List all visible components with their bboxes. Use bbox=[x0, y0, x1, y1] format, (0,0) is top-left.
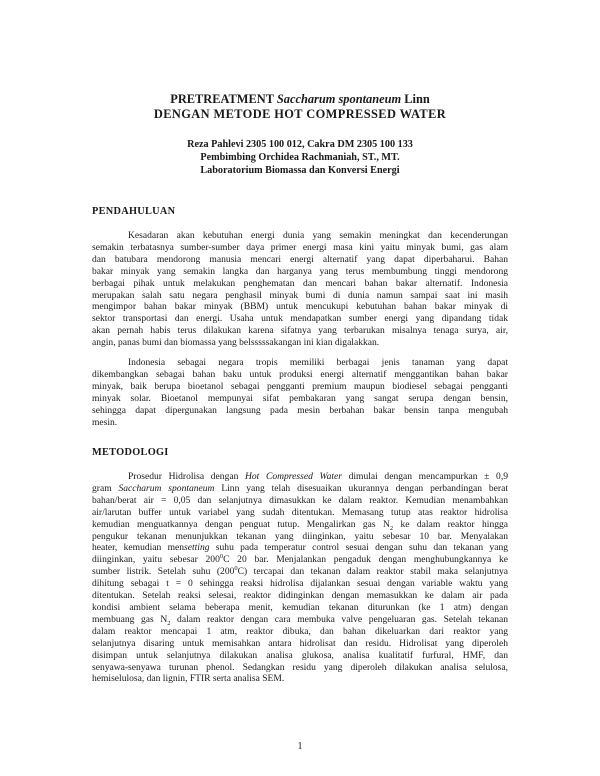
text-line: ditentukan. Setelah reaksi selesai, reaktor didinginkan dengan memasukkan ke dalam air pada bbox=[92, 590, 508, 602]
text-line: minyak, baik berupa bioetanol sebagai pengganti premium maupun biodiesel sebagai pengganti bbox=[92, 380, 508, 392]
title-species: Saccharum spontaneum bbox=[276, 92, 402, 106]
paper-title bbox=[92, 92, 508, 122]
text-line: Indonesia sebagai negara tropis memiliki berbagai jenis tanaman yang dapat bbox=[128, 357, 508, 368]
text-line: merupakan salah satu negara penghasil minyak bumi di dunia namun sampai saat ini masih bbox=[92, 289, 508, 301]
text-line: senyawa-senyawa turunan phenol. Sedangkan residu yang diperoleh dilakukan analisa selulosa, bbox=[92, 661, 508, 673]
text-line: heater, kemudian mensetting suhu pada temperatur control sesuai dengan suhu dan tekanan yang bbox=[92, 542, 508, 554]
laboratory: Laboratorium Biomassa dan Konversi Energi bbox=[200, 165, 400, 176]
text-line: Prosedur Hidrolisa dengan Hot Compressed Water dimulai dengan mencampurkan ± 0,9 bbox=[128, 471, 508, 482]
text-line: sektor transportasi dan energi. Usaha untuk mendapatkan sumber energi yang dipandang tidak bbox=[92, 313, 508, 325]
text-line: pengukur tekanan menunjukkan tekanan yang diinginkan, yaitu sebesar 10 bar. Menyalakan bbox=[92, 530, 508, 542]
page-number: 1 bbox=[297, 741, 303, 752]
title-line-2: DENGAN METODE HOT COMPRESSED WATER bbox=[153, 107, 447, 121]
text-line: bakar minyak yang semakin langka dan harganya yang terus membumbung tinggi mendorong bbox=[92, 265, 508, 277]
author-names: Reza Pahlevi 2305 100 012, Cakra DM 2305 100 133 bbox=[187, 139, 413, 150]
section-heading-pendahuluan: PENDAHULUAN bbox=[92, 206, 176, 217]
text-line: mengimpor bahan bakar minyak (BBM) untuk mencukupi kebutuhan bahan bakar minyak di bbox=[92, 301, 508, 313]
text-line: semakin terbatasnya sumber-sumber daya primer energi masa kini yaitu minyak bumi, gas alam bbox=[92, 241, 508, 253]
text-line: dikembangkan sebagai bahan baku untuk produksi energi alternatif menggantikan bahan bakar bbox=[92, 368, 508, 380]
section-heading-metodologi: METODOLOGI bbox=[92, 447, 169, 458]
text-line: berbagai pihak untuk melakukan penghematan dan mencari bahan bakar alternatif. Indonesia bbox=[92, 277, 508, 289]
title-line-1: PRETREATMENT Saccharum spontaneum Linn bbox=[170, 92, 430, 106]
text-line: dalam reaktor mencapai 1 atm, reaktor dibuka, dan bahan dikeluarkan dari reaktor yang bbox=[92, 625, 508, 637]
paragraph-3 bbox=[92, 471, 508, 685]
text-line: minyak solar. Bioetanol mempunyai sifat pembakaran yang sangat serupa dengan bensin, bbox=[92, 392, 508, 404]
text-line: sumber listrik. Setelah suhu $(200^0C)$ tercapai dan tekanan dalam reaktor stabil maka selanjutnya bbox=[92, 565, 509, 578]
text-line: kemudian menguatkannya dengan penguat tutup. Mengalirkan gas $N_2$ ke dalam reaktor hingga bbox=[92, 518, 508, 532]
text-line: gram Saccharum spontaneum Linn yang telah disesuaikan ukurannya dengan perbandingan berat bbox=[92, 482, 508, 494]
text-line: akan pernah habis terus dilakukan karena sifatnya yang terbarukan misalnya tenaga surya, air, bbox=[92, 325, 508, 337]
text-line: mesin. bbox=[92, 416, 118, 428]
text-line: diinginkan, yaitu sebesar $200^0C$ 20 bar. Menjalankan pengaduk dengan menghubungkannya ke bbox=[92, 553, 508, 566]
paragraph-2 bbox=[92, 357, 508, 428]
text-line: sehingga dapat dipergunakan langsung pada mesin berbahan bakar bensin tanpa mengubah bbox=[92, 404, 508, 416]
text-line: dihitung sebagai t = 0 sehingga reaksi hidrolisa dijalankan sesuai dengan variable waktu yang bbox=[92, 578, 508, 590]
text-line: membuang gas $N_2$ dalam reaktor dengan cara membuka valve pengeluaran gas. Setelah tekanan bbox=[92, 613, 508, 627]
text-line: angin, panas bumi dan biomassa yang belsssssakangan ini kian digalakkan. bbox=[92, 337, 380, 349]
author-block bbox=[92, 138, 508, 177]
text-line: air/larutan buffer untuk variabel yang sudah ditentukan. Memasang tutup atas reaktor hidrolisa bbox=[92, 506, 508, 518]
supervisor: Pembimbing Orchidea Rachmaniah, ST., MT. bbox=[200, 152, 400, 163]
text-line: hemiselulosa, dan lignin, FTIR serta analisa SEM. bbox=[92, 673, 285, 685]
text-line: disimpan untuk selanjutnya dilakukan analisa glukosa, analisa kualitatif furfural, HMF, dan bbox=[92, 649, 508, 661]
text-line: dan batubara mendorong manusia mencari energi alternatif yang dapat diperbaharui. Bahan bbox=[92, 253, 508, 265]
paragraph-1 bbox=[92, 230, 508, 349]
text-line: bahan/berat air = 0,05 dan selanjutnya dimasukkan ke dalam reaktor. Kemudian menambahkan bbox=[92, 494, 508, 506]
text-line: kondisi ambient selama beberapa menit, kemudian tekanan diturunkan (ke 1 atm) dengan bbox=[92, 601, 508, 613]
text-line: Kesadaran akan kebutuhan energi dunia yang semakin meningkat dan kecenderungan bbox=[128, 230, 508, 241]
text-line: selanjutnya disaring untuk memisahkan antara hidrolisat dan residu. Hidrolisat yang diperoleh bbox=[92, 637, 508, 649]
